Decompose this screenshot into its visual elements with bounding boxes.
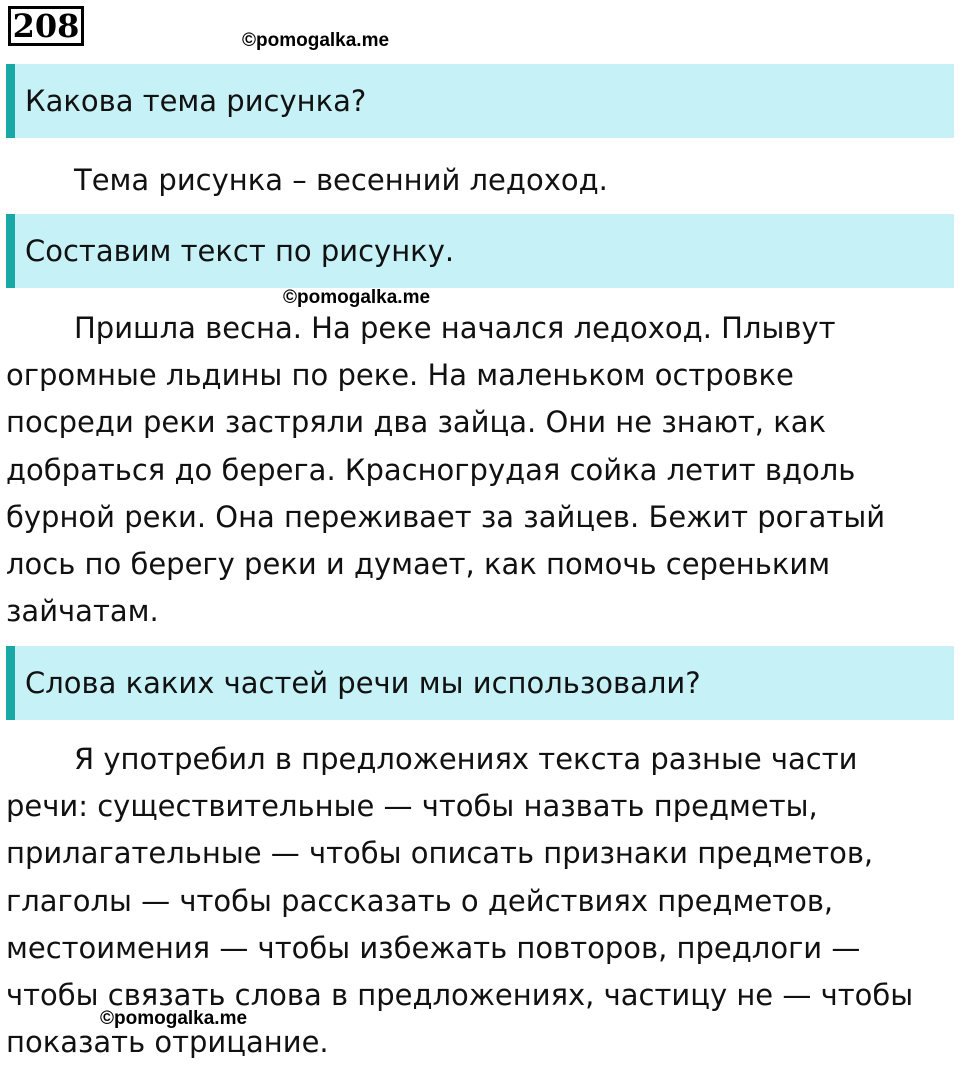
question-text-1: Какова тема рисунка? [25,84,367,118]
answer-line: глаголы — чтобы рассказать о действиях предметов, [6,883,834,918]
question-header-3 [6,646,954,720]
question-text-3: Слова каких частей речи мы использовали? [25,666,701,700]
answer-line: лось по берегу реки и думает, как помочь сереньким [6,547,831,582]
watermark-top: ©pomogalka.me [242,30,390,51]
watermark-middle: ©pomogalka.me [283,287,431,308]
answer-line: Я употребил в предложениях текста разные части [74,742,858,776]
answer-line: показать отрицание. [6,1025,329,1060]
answer-line: зайчатам. [6,594,159,629]
answer-line: прилагательные — чтобы описать признаки предметов, [6,836,874,871]
answer-line: добраться до берега. Красногрудая сойка летит вдоль [6,452,856,487]
answer-line: чтобы связать слова в предложениях, частицу не — чтобы [6,978,914,1013]
answer-line: бурной реки. Она переживает за зайцев. Бежит рогатый [6,499,886,534]
answer-paragraph-1 [6,157,950,204]
answer-line: Пришла весна. На реке начался ледоход. Плывут [74,311,836,345]
answer-paragraph-2 [6,305,950,635]
watermark-bottom: ©pomogalka.me [100,1008,248,1029]
answer-line: местоимения — чтобы избежать повторов, предлоги — [6,930,861,965]
question-text-2: Составим текст по рисунку. [25,234,455,268]
task-number-box: 208 [8,6,84,46]
answer-line: Тема рисунка – весенний ледоход. [74,163,608,197]
question-header-1 [6,64,954,138]
question-header-2 [6,214,954,288]
answer-line: речи: существительные — чтобы назвать предметы, [6,789,818,824]
answer-line: посреди реки застряли два зайца. Они не знают, как [6,405,827,440]
answer-line: огромные льдины по реке. На маленьком островке [6,358,794,393]
